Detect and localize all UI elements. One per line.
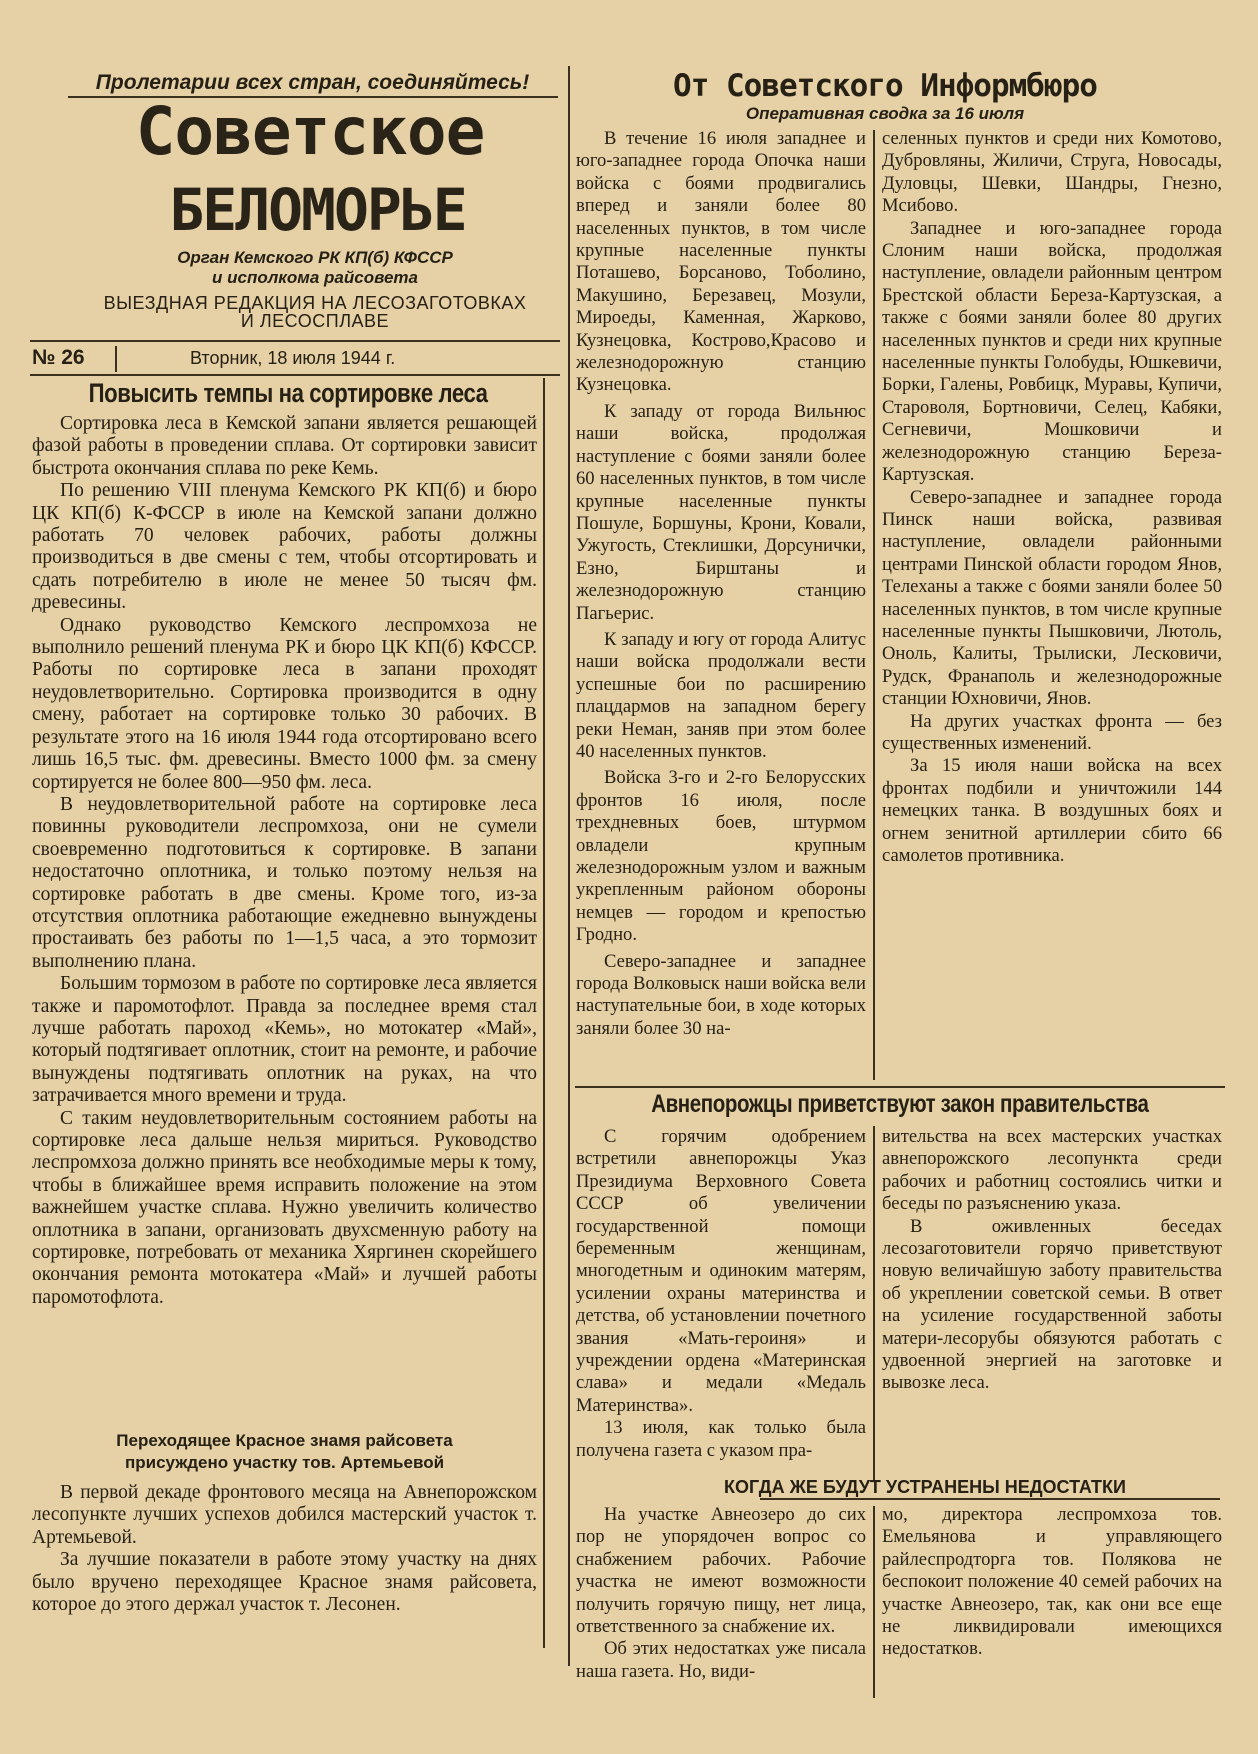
paragraph: Северо-западнее и западнее города Пинск наши войска, развивая наступление, овладели районными центрами Пинской области городом Янов, Телеханы а также с боями заняли более 50 населенных пунктов, в том числе крупные населенные пункты Пышковичи, Лютоль, Оноль, Калиты, Трылиски, Лесковичи, Рудск, Франаполь и железнодорожные станции Юхновичи, Янов.: [882, 486, 1222, 710]
organ-line: [70, 248, 560, 288]
title-line-2: БЕЛОМОРЬЕ: [169, 176, 466, 244]
shortcomings-column-2: [882, 1504, 1222, 1661]
issue-date: Вторник, 18 июля 1944 г.: [190, 348, 396, 368]
newspaper-page: [30, 58, 1230, 1682]
column-rule-main: [568, 66, 570, 1666]
organ-line-1: Орган Кемского РК КП(б) КФССР: [177, 248, 453, 267]
paragraph: Северо-западнее и западнее города Волковыск наши войска вели наступательные бои, в ходе которых заняли более 30 на-: [576, 950, 866, 1039]
paragraph: На других участках фронта — без существенных изменений.: [882, 710, 1222, 754]
sorting-body: [32, 413, 537, 1309]
paragraph: За лучшие показатели в работе этому участку на днях было вручено переходящее Красное знамя райсовета, которое до этого держал участок т. Лесонен.: [32, 1549, 537, 1616]
paragraph: вительства на всех мастерских участках авнепорожского лесопункта среди рабочих и работниц состоялись читки и беседы по разъяснению указа.: [882, 1126, 1222, 1215]
paragraph: Войска 3-го и 2-го Белорусских фронтов 16 июля, после трехдневных боев, штурмом овладели крупным железнодорожным узлом и важным укрепленным районом обороны немцев — городом и крепостью Гродно.: [576, 767, 866, 946]
column-rule-avne: [873, 1126, 875, 1481]
paragraph: По решению VIII пленума Кемского РК КП(б) и бюро ЦК КП(б) К-ФССР в июле на Кемской запани должно работать 70 человек рабочих, работы должны производиться в две смены с тем, чтобы отсортировать и сдать потребителю в июле не менее 50 тысяч фм. древесины.: [32, 480, 537, 614]
paragraph: С таким неудовлетворительным состоянием работы на сортировке леса дальше нельзя мириться. Руководство леспромхоза должно принять все необходимые меры к тому, чтобы в ближайшее время исправить положение на этом важнейшем участке сплава. Нужно увеличить количество оплотника в запани, организовать двухсменную работу на сортировке, потребовать от механика Хяргинен скорейшего окончания ремонта мотокатера «Май» и лучшей работы паромотофлота.: [32, 1107, 537, 1308]
paragraph: Сортировка леса в Кемской запани является решающей фазой работы в проведении сплава. От сортировки зависит быстрота окончания сплава по реке Кемь.: [32, 413, 537, 479]
organ-line-2: и исполкома райсовета: [212, 268, 418, 287]
paragraph: За 15 июля наши войска на всех фронтах подбили и уничтожили 144 немецких танка. В воздушных боях и огнем зенитной артиллерии сбито 66 самолетов противника.: [882, 755, 1222, 866]
sovinformburo-column-1: [576, 128, 866, 1040]
masthead-rule-top: [30, 340, 560, 342]
paragraph: В неудовлетворительной работе на сортировке леса повинны руководители леспромхоза, они не сумели своевременно подготовиться к сортировке. В запани недостаточно оплотника, и только поэтому нельзя на сортировке работать в две смены. Кроме того, из-за отсутствия оплотника работающие ежедневно вынуждены простаивать без работы по 1—1,5 часа, а это тормозит выполнению плана.: [32, 793, 537, 972]
paragraph: В течение 16 июля западнее и юго-западнее города Опочка наши войска с боями продвигались вперед и заняли более 80 населенных пунктов, в том числе крупные населенные пункты Поташево, Борсаново, Тоболино, Макушино, Березавец, Мозули, Мироеды, Каменная, Жарково, Кузнецовка, Кострово,Красово и железнодорожную станцию Кузнецовка.: [576, 128, 866, 396]
paragraph: В оживленных беседах лесозаготовители горячо приветствуют новую величайшую заботу правительства об укреплении советской семьи. В ответ на усиление государственной заботы матери-лесорубы обязуются работать с удвоенной энергией на заготовке и вывозке леса.: [882, 1215, 1222, 1394]
column-rule-left: [543, 378, 545, 1648]
avne-column-1: [576, 1126, 866, 1462]
paragraph: Об этих недостатках уже писала наша газета. Но, види-: [576, 1638, 866, 1682]
banner-body: [32, 1482, 537, 1616]
paragraph: В первой декаде фронтового месяца на Авнепорожском лесопункте лучших успехов добился мастерский участок т. Артемьевой.: [32, 1482, 537, 1548]
issue-number: № 26: [32, 346, 85, 369]
paragraph: С горячим одобрением встретили авнепорожцы Указ Президиума Верховного Совета СССР об увеличении государственной помощи беременным женщинам, многодетным и одиноким матерям, усилении охраны материнства и детства, об установлении почетного звания «Мать-героиня» и учреждении ордена «Материнская слава» и медали «Медаль Материнства».: [576, 1126, 866, 1416]
banner-headline-line-1: Переходящее Красное знамя райсовета: [116, 1431, 453, 1450]
masthead-rule-bottom: [30, 374, 560, 376]
paragraph: Западнее и юго-западнее города Слоним наши войска, продолжая наступление, овладели районным центром Брестской области Береза-Картузская, а также с боями заняли более 80 других населенных пунктов и среди них крупные населенные пункты Голобуды, Юшкевичи, Борки, Галены, Ровбицк, Муравы, Купичи, Староволя, Бортновичи, Селец, Кабяки, Сегневичи, Мошковичи и железнодорожную станцию Береза-Картузская.: [882, 217, 1222, 486]
shortcomings-column-1: [576, 1504, 866, 1683]
column-rule-short: [873, 1506, 875, 1698]
paragraph: Большим тормозом в работе по сортировке леса является также и паромотофлот. Правда за последнее время стал лучше работать пароход «Кемь», но мотокатер «Май», который подтягивает оплотник, стоит на ремонте, и рабочие вынуждены подтягивать оплотник на руках, на что затрачивается много времени и труда.: [32, 973, 537, 1107]
sorting-headline: Повысить темпы на сортировке леса: [88, 378, 488, 408]
paragraph: На участке Авнеозеро до сих пор не упорядочен вопрос со снабжением рабочих. Рабочие участка не имеют возможности получить горячую пищу, нет лица, ответственного за снабжение их.: [576, 1504, 866, 1638]
title-line-1: Советское: [135, 93, 485, 170]
sovinformburo-column-2: [882, 128, 1222, 867]
shortcomings-headline: КОГДА ЖЕ БУДУТ УСТРАНЕНЫ НЕДОСТАТКИ: [724, 1477, 1126, 1497]
paragraph: К западу от города Вильнюс наши войска, продолжая наступление с боями заняли более 60 населенных пунктов, в том числе крупные населенные пункты Пошуле, Боршуны, Крони, Ковали, Ужугость, Стеклишки, Дорсунички, Езно, Бирштаны и железнодорожную станцию Пагьерис.: [576, 400, 866, 624]
paragraph: К западу и югу от города Алитус наши войска продолжали вести успешные бои по расширению плацдармов на западном берегу реки Неман, заняв при этом более 40 населенных пунктов.: [576, 628, 866, 762]
sovinformburo-subtitle: Оперативная сводка за 16 июля: [745, 104, 1025, 123]
paragraph: 13 июля, как только была получена газета с указом пра-: [576, 1417, 866, 1461]
avne-headline: Авнепорожцы приветствуют закон правительства: [651, 1090, 1149, 1118]
shortcomings-rule: [760, 1498, 1220, 1500]
paragraph: селенных пунктов и среди них Комотово, Дубровляны, Жиличи, Струга, Новосады, Дуловцы, Шевки, Шандры, Гнезно, Мсибово.: [882, 128, 1222, 217]
avne-column-2: [882, 1126, 1222, 1395]
column-rule-sovinf: [873, 130, 875, 1080]
banner-headline: [32, 1430, 537, 1474]
paragraph: мо, директора леспромхоза тов. Емельянова и управляющего райлеспродторга тов. Полякова не беспокоит положение 40 семей рабочих на участке Авнеозеро, так, как они все еще не ликвидировали имеющихся недостатков.: [882, 1504, 1222, 1660]
edition-line-2: И ЛЕСОСПЛАВЕ: [240, 311, 390, 331]
edition-line: [70, 294, 560, 330]
edition-line-1: ВЫЕЗДНАЯ РЕДАКЦИЯ НА ЛЕСОЗАГОТОВКАХ: [103, 293, 527, 313]
avne-rule: [575, 1086, 1225, 1088]
motto: Пролетарии всех стран, соединяйтесь!: [95, 71, 530, 94]
sovinformburo-title: От Советского Информбюро: [673, 68, 1097, 104]
issue-separator: [115, 346, 117, 372]
banner-headline-line-2: присуждено участку тов. Артемьевой: [124, 1453, 445, 1472]
paragraph: Однако руководство Кемского леспромхоза не выполнило решений пленума РК и бюро ЦК КП(б) КФССР. Работы по сортировке леса в запани проходят неудовлетворительно. Сортировка производится в одну смену, работает на сортировке только 30 рабочих. В результате этого на 16 июля 1944 года отсортировано всего лишь 16,5 тыс. фм. древесины. Вместо 1000 фм. за смену сортируется не более 800—950 фм. леса.: [32, 614, 537, 793]
